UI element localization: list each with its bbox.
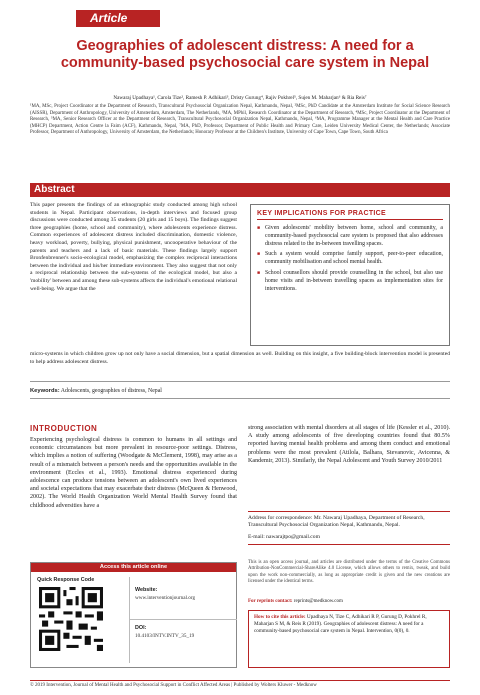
keywords-label: Keywords: — [30, 388, 60, 394]
qr-label: Quick Response Code — [37, 577, 95, 583]
citation-text: Upadhaya N, Tize C, Adhikari R P, Gurung D, Pokhrel R, Maharjan S M, & Reis R (2019). Geographies of adolescent distress: A need for a community-based psychosocial care system in Nepal. Intervention, 0(0), 0. — [254, 614, 427, 634]
affiliations: ¹MA, MSc, Project Coordinator at the Department of Research, Transcultural Psychosocial Organization Nepal, Kathmandu, Nepal, ²MSc, PhD Candidate at the Amsterdam Institute for Social Science Research (AISSR), Department of Anthropology, University of Amsterdam, Amsterdam, The Netherlands, ³MA, MPhil, Research Coordinator at the Department of Research, ⁴MSc, Project Coordinator at the Department of Research, ⁵MA, Senior Research Officer at the Department of Research, Transcultural Psychosocial Organization Nepal, Kathmandu, Nepal, ⁶MA, Programme Manager at the Mental Health and Care Practice (MHCP) Department, Action Centre la Faim (ACF), Kathmandu, Nepal, ⁷MA, PhD, Professor, Department of Public Health and Primary Care, Leiden University Medical Center, the Netherlands; Associate Professor, Department of Anthropology, University of Amsterdam, the Netherlands; Honorary Professor at the Children's Institute, University of Cape Town, Cape Town, South Africa — [30, 104, 450, 136]
key-implications-title: KEY IMPLICATIONS FOR PRACTICE — [257, 210, 443, 220]
open-access-notice: This is an open access journal, and articles are distributed under the terms of the Creative Commons Attribution-NonCommercial-ShareAlike 4.0 License, which allows others to remix, tweak, and build upon the work non-commercially, as long as appropriate credit is given and the new creations are licensed under the identical terms. — [248, 560, 450, 584]
correspondence-email[interactable]: E-mail: nawarajtpo@gmail.com — [248, 533, 320, 540]
divider — [129, 577, 130, 663]
introduction-heading: INTRODUCTION — [30, 424, 98, 433]
abstract-text: This paper presents the findings of an ethnographic study conducted among high school students in Nepal. Participant observations, in-depth interviews and focused group discussions were conducted among 35 students (20 girls and 15 boys). The findings suggest three geographies (home, school and community), where adolescents experience distress. Common experiences of adolescent distress included discrimination, domestic violence, heavy workload, poverty, bullying, physical punishment, uncooperative behaviour of the parents and teachers and a lack of basic materials. These findings largely support Bronfenbrenner's socio-ecological model, emphasizing the complex reciprocal interactions between the individual and his/her immediate environment. They also suggest that not only a reciprocal relationship between the sub-systems of the ecological model, but also a 'mobility' between and among these sub-systems affects the individual's emotional relational well-being. We argue that the — [30, 202, 237, 292]
key-implication-item: ■ Such a system would comprise family support, peer-to-peer education, community mobilisation and school mental health. — [257, 251, 443, 267]
key-implication-item: ■ Given adolescents' mobility between home, school and community, a community-based psychosocial care system is proposed that also addresses distress related to the in-between travelling spaces. — [257, 225, 443, 248]
key-implications-box — [250, 204, 450, 346]
keywords-value: Adolescents, geographies of distress, Nepal — [60, 388, 162, 394]
access-online-box — [30, 562, 237, 668]
qr-code-icon[interactable] — [39, 587, 103, 651]
right-column-text: strong association with mental disorders at all stages of life (Kessler et al., 2010). A study among adolescents of five developing countries found that 80.5% reported having mental health problems and among them conduct and emotional problems were the most prevalent (Atilola, Balhara, Stevanovic, Avicenna, & Kandemir, 2013). Similarly, the Nepal Adolescent and Youth Survey 2010/2011 — [248, 425, 450, 464]
title-line-1: Geographies of adolescent distress: A need for a — [76, 38, 414, 54]
article-title — [40, 38, 450, 72]
doi-link[interactable]: 10.4103/INTV.INTV_35_19 — [135, 633, 195, 639]
keywords — [30, 388, 450, 399]
key-implication-item: ■ School counsellors should provide counselling in the school, but also use home visits and in-between travelling spaces as implementation sites for interventions. — [257, 270, 443, 293]
article-type-label: Article — [76, 10, 160, 27]
access-online-heading: Access this article online — [31, 563, 236, 572]
correspondence-address: Address for correspondence: Mr. Nawaraj Upadhaya, Department of Research, Transcultural Psychosocial Organization Nepal, Kathmandu, Nepal. — [248, 515, 425, 529]
introduction-text: Experiencing psychological distress is common to humans in all settings and economic circumstances but more prevalent in resource-poor settings. Distress, which implies a notion of suffering (Woodgate & McClement, 1998), may arise as a result of a mismatch between a person's needs and the opportunities available in the environment (Eccles et al., 1993). Emotional distress experienced during adolescence can produce tensions between an adolescent's own lived experiences and societal expectations that may exacerbate their distress (McQueen & Henwood, 2002). The World Health Organization World Mental Health Survey found that childhood adversities have a — [30, 437, 237, 509]
divider — [30, 381, 450, 382]
website-link[interactable]: www.interventionjournal.org — [135, 595, 196, 601]
citation-label: How to cite this article: — [254, 614, 306, 620]
reprints-label: For reprints contact: — [248, 599, 293, 604]
correspondence-box — [248, 511, 450, 545]
page-footer: © 2019 Intervention, Journal of Mental Health and Psychosocial Support in Conflict Affected Areas | Published by Wolters Kluwer - Medknow — [30, 680, 450, 688]
divider — [129, 619, 237, 620]
reprints-contact — [248, 599, 450, 604]
doi-label: DOI: — [135, 625, 147, 631]
author-list: Nawaraj Upadhaya¹, Carola Tize², Ramesh P. Adhikari³, Dristy Gurung⁴, Rajiv Pokhrel⁵, Sujen M. Maharjan⁶ & Ria Reis⁷ — [113, 95, 367, 101]
title-line-2: community-based psychosocial care system in Nepal — [60, 55, 430, 71]
abstract-heading: Abstract — [30, 183, 450, 197]
abstract-text-continued: micro-systems in which children grow up not only have a social dimension, but a spatial dimension as well. Building on this insight, a five building-block intervention model is presented to help address adolescent distress. — [30, 351, 450, 365]
reprints-email[interactable]: reprints@medknow.com — [293, 599, 343, 604]
website-label: Website: — [135, 587, 158, 593]
citation-box — [248, 610, 450, 668]
